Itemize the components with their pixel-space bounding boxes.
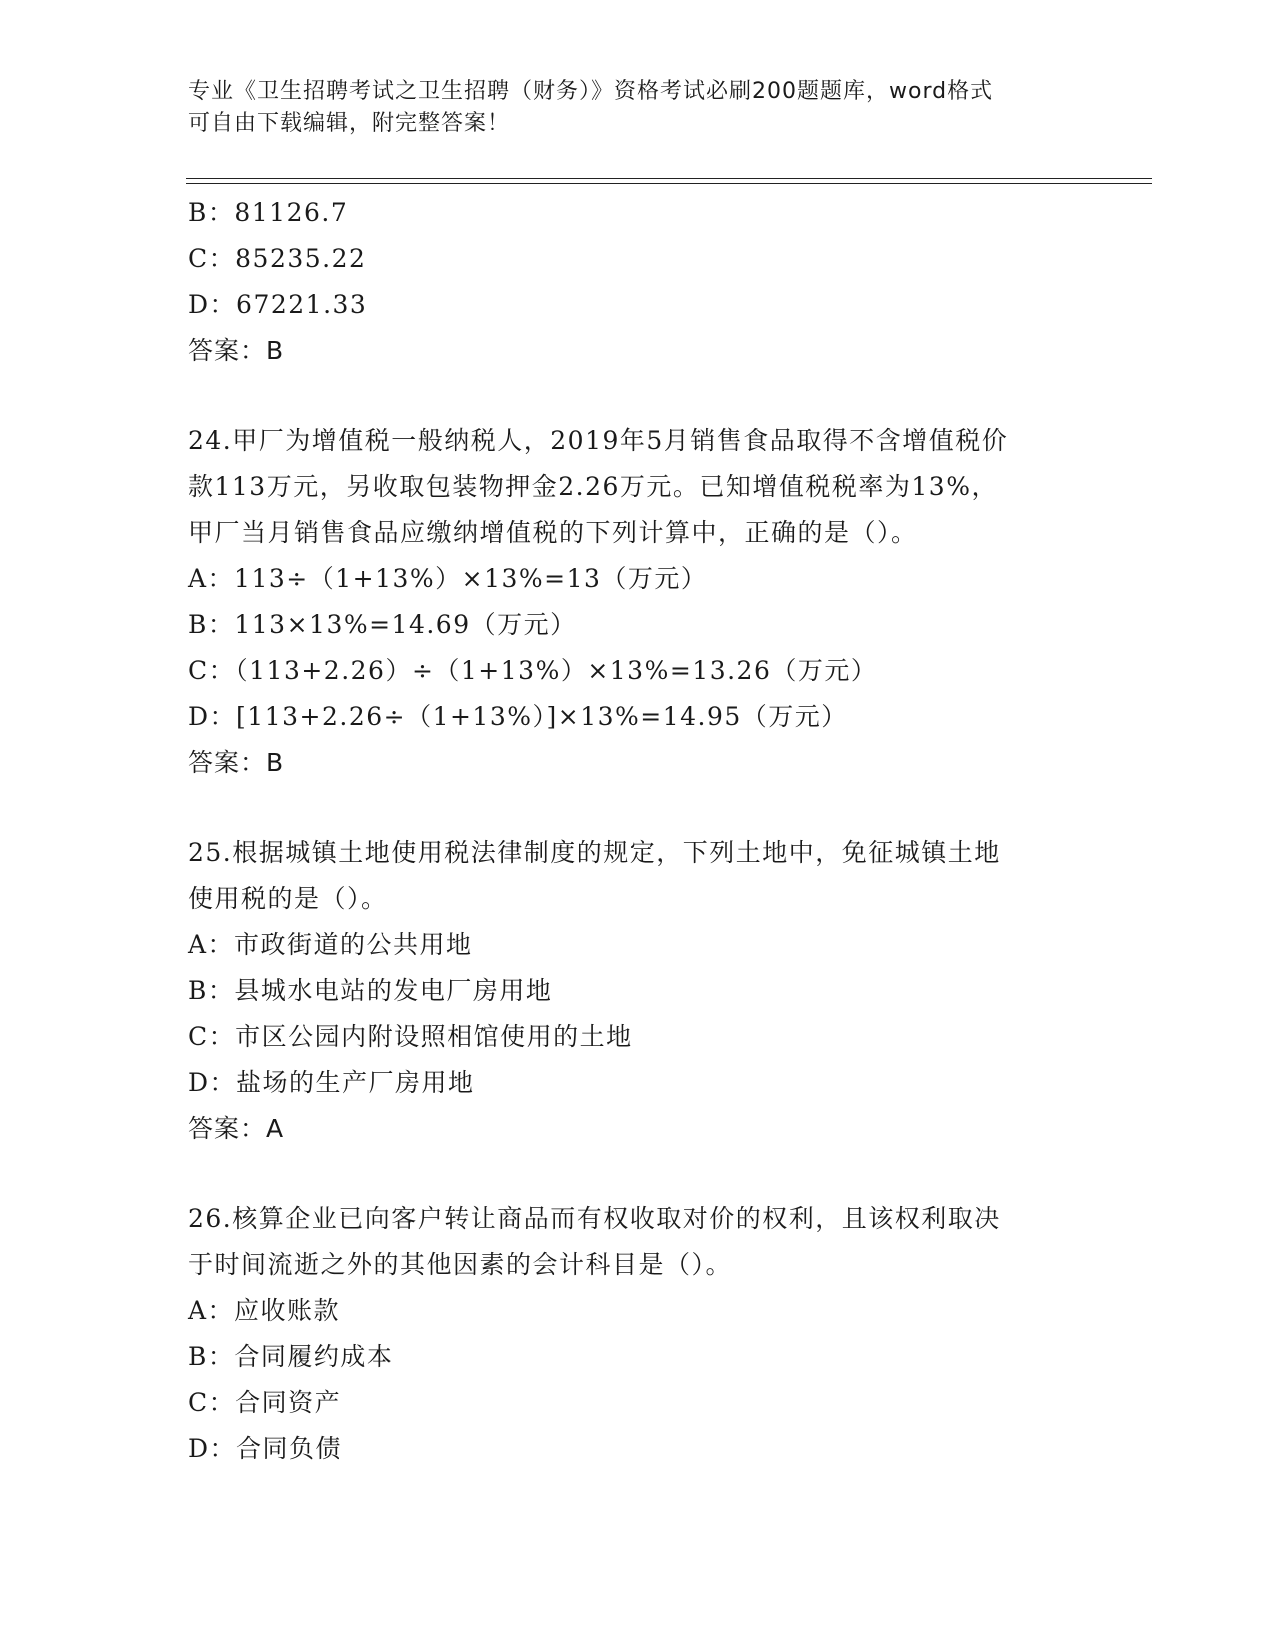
answer: 答案：B xyxy=(188,748,285,777)
option-c: C：85235.22 xyxy=(188,244,367,273)
option-d: D：合同负债 xyxy=(188,1434,343,1463)
option-d: D：盐场的生产厂房用地 xyxy=(188,1068,475,1097)
option-c: C：市区公园内附设照相馆使用的土地 xyxy=(188,1022,633,1051)
question-text-line: 25.根据城镇土地使用税法律制度的规定，下列土地中，免征城镇土地 xyxy=(188,838,1001,867)
header-line-1: 专业《卫生招聘考试之卫生招聘（财务）》资格考试必刷200题题库，word格式 xyxy=(188,79,994,104)
question-25 xyxy=(188,830,1088,1152)
page-header xyxy=(188,76,1088,140)
option-a: A：113÷（1+13%）×13%=13（万元） xyxy=(188,564,708,593)
header-rule-bottom xyxy=(186,183,1152,184)
option-a: A：应收账款 xyxy=(188,1296,341,1325)
option-b: B：113×13%=14.69（万元） xyxy=(188,610,577,639)
question-text-line: 使用税的是（）。 xyxy=(188,884,388,913)
question-26 xyxy=(188,1196,1088,1472)
answer: 答案：A xyxy=(188,1114,285,1143)
option-c: C：（113+2.26）÷（1+13%）×13%=13.26（万元） xyxy=(188,656,878,685)
document-body xyxy=(188,190,1088,1472)
header-rule-top xyxy=(186,178,1152,179)
answer: 答案：B xyxy=(188,336,285,365)
question-text-line: 24.甲厂为增值税一般纳税人，2019年5月销售食品取得不含增值税价 xyxy=(188,426,1009,455)
question-text-line: 款113万元，另收取包装物押金2.26万元。已知增值税税率为13%， xyxy=(188,472,998,501)
question-text-line: 于时间流逝之外的其他因素的会计科目是（）。 xyxy=(188,1250,733,1279)
question-23-tail xyxy=(188,190,1088,374)
option-c: C：合同资产 xyxy=(188,1388,342,1417)
option-b: B：县城水电站的发电厂房用地 xyxy=(188,976,553,1005)
header-line-2: 可自由下载编辑，附完整答案！ xyxy=(188,111,511,136)
option-a: A：市政街道的公共用地 xyxy=(188,930,473,959)
option-d: D：67221.33 xyxy=(188,290,368,319)
question-24 xyxy=(188,418,1088,786)
option-b: B：81126.7 xyxy=(188,198,349,227)
option-b: B：合同履约成本 xyxy=(188,1342,394,1371)
question-text-line: 甲厂当月销售食品应缴纳增值税的下列计算中，正确的是（）。 xyxy=(188,518,918,547)
option-d: D：[113+2.26÷（1+13%）]×13%=14.95（万元） xyxy=(188,702,848,731)
question-text-line: 26.核算企业已向客户转让商品而有权收取对价的权利，且该权利取决 xyxy=(188,1204,1001,1233)
